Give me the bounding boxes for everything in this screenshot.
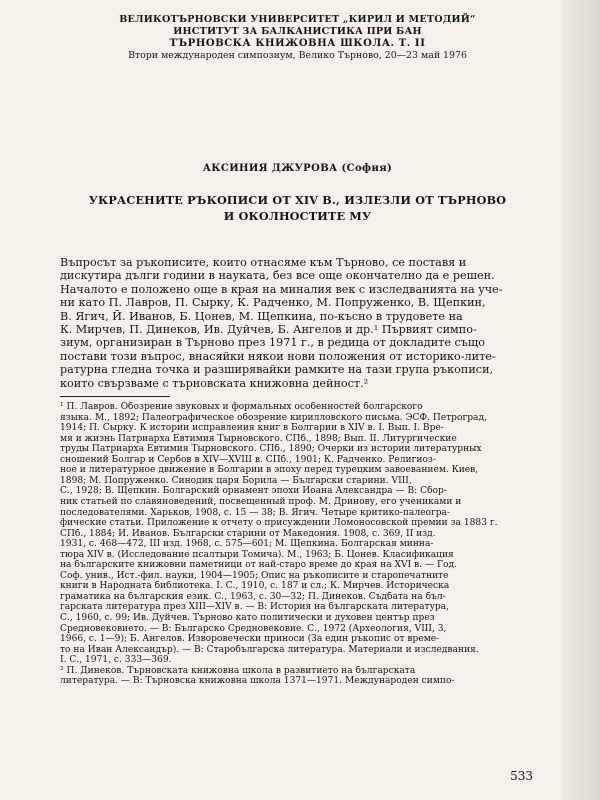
body-line: К. Мирчев, П. Динеков, Ив. Дуйчев, Б. Ангелов и др.¹ Първият симпо- (60, 323, 477, 337)
footnote-line: ¹ П. Лавров. Обозрение звуковых и формальных особенностей болгарского (60, 402, 423, 413)
page-number: 533 (510, 769, 533, 783)
body-line: постави този въпрос, внасяйки някои нови положения от историко-лите- (60, 349, 496, 363)
footnote-line: 1914; П. Сырку. К истории исправления книг в Болгарии в XIV в. I. Вып. I. Вре- (60, 423, 444, 434)
footnote-line: Соф. унив., Ист.-фил. науки, 1904—1905; Опис на ръкописите и старопечатните (60, 570, 449, 581)
footnote-line: мя и жизнь Патриарха Евтимия Тырновского. СПб., 1898; Вып. II. Литургические (60, 433, 457, 444)
footnote-line: ник статьей по славяноведений, посвещенный проф. М. Дринову, его учениками и (60, 496, 462, 507)
body-line: ни като П. Лавров, П. Сырку, К. Радченко, М. Попруженко, В. Щепкин, (60, 296, 486, 310)
header-series: ТЪРНОВСКА КНИЖОВНА ШКОЛА. Т. II (169, 38, 426, 49)
body-line: зиум, организиран в Търново през 1971 г., в редица от докладите също (60, 336, 486, 350)
body-line: В. Ягич, Й. Иванов, Б. Цонев, М. Щепкина, по-късно в трудовете на (60, 309, 463, 323)
body-paragraph (60, 256, 535, 390)
footnote-line: ное и литературное движение в Болгарии в эпоху перед турецким завоеванием. Киев, (60, 465, 479, 476)
footnote-line: книги в Народната библиотека. I. С., 1910, с. 187 и сл.; К. Мирчев. Историческа (60, 581, 450, 592)
title-line: УКРАСЕНИТЕ РЪКОПИСИ ОТ XIV В., ИЗЛЕЗЛИ ОТ ТЪРНОВО (88, 193, 507, 207)
body-line: Въпросът за ръкописите, които отнасяме към Търново, се поставя и (60, 256, 467, 269)
footnote-line: гарската литература през XIII—XIV в. — В: История на българската литература, (60, 602, 450, 613)
header-symposium: Втори международен симпозиум, Велико Търново, 20—23 май 1976 (128, 50, 467, 61)
footnote-line: 1966, с. 1—9); Б. Ангелов. Изворовечески приноси (За един ръкопис от време- (60, 634, 440, 645)
footnote-line: С., 1928; В. Щепкин. Болгарский орнамент эпохи Йоана Александра — В: Сбор- (60, 486, 447, 497)
body-line: дискутира дълги години в науката, без все още окончателно да е решен. (60, 269, 495, 283)
footnote-line: граматика на българския език. С., 1963, с. 30—32; П. Динеков. Съдбата на бъл- (60, 591, 446, 602)
header-institute: ИНСТИТУТ ЗА БАЛКАНИСТИКА ПРИ БАН (173, 26, 422, 37)
footnote-line: то на Иван Александър). — В: Старобългарска литература. Материали и изследвания. (60, 644, 479, 655)
footnote-line: СПб., 1884; Й. Иванов. Български старини от Македония. 1908, с. 369, II изд. (60, 528, 436, 539)
footnotes (60, 402, 535, 687)
footnote-line: I. С., 1971, с. 333—369. (60, 655, 172, 666)
page-edge (562, 0, 600, 800)
book-page (60, 14, 535, 789)
footnote-line: тюра XIV в. (Исследование псалтыри Томича). М., 1963; Б. Цонев. Класификация (60, 549, 454, 560)
footnote-line: труды Патриарха Евтимия Тырновского. СПб., 1890; Очерки из истории литературных (60, 444, 482, 455)
footnote-rule (60, 396, 170, 397)
article-author: АКСИНИЯ ДЖУРОВА (София) (202, 163, 393, 174)
footnote-line: литература. — В: Търновска книжовна школа 1371—1971. Международен симпо- (60, 676, 455, 687)
footnote-line: последователями. Харьков, 1908, с. 15 — 38; В. Ягич. Четыре критико-палеогра- (60, 507, 451, 518)
footnote-line: сношений Болгар и Сербов в XIV—XVIII в. СПб., 1901; К. Радченко. Религиоз- (60, 454, 436, 465)
body-line: ратурна гледна точка и разширявайки рамките на тази група ръкописи, (60, 363, 494, 377)
footnote-line: Средновековието. — В: Българско Средновековие. С., 1972 (Археология, VIII, 3, (60, 623, 447, 634)
footnote-line: 1898; М. Попруженко. Синодик царя Борила — Български старини. VIII, (60, 475, 412, 486)
body-line: които свързваме с търновската книжовна дейност.² (60, 376, 369, 390)
body-line: Началото е положено още в края на миналия век с изследванията на уче- (60, 282, 503, 296)
footnote-line: С., 1960, с. 99; Ив. Дуйчев. Търново като политически и духовен център през (60, 613, 435, 623)
footnote-line: 1931, с. 468—472, III изд. 1968, с. 575—601; М. Щепкина. Болгарская минна- (60, 539, 434, 550)
running-header (60, 14, 535, 62)
footnote-line: языка. М., 1892; Палеографическое обозрение кирилловского письма. ЭСФ. Петроград, (60, 412, 487, 423)
footnote-line: фические статьи. Приложение к отчету о присуждении Ломоносовской премии за 1883 г. (60, 518, 498, 529)
footnote-line: на българските книжовни паметници от най-старо време до края на XVI в. — Год. (60, 560, 457, 571)
footnote-line: ² П. Динеков. Търновската книжовна школа в развитието на българската (60, 665, 416, 676)
title-line: И ОКОЛНОСТИТЕ МУ (223, 209, 372, 223)
header-university: ВЕЛИКОТЪРНОВСКИ УНИВЕРСИТЕТ „КИРИЛ И МЕТОДИЙ“ (119, 14, 476, 25)
article-title (60, 192, 535, 224)
